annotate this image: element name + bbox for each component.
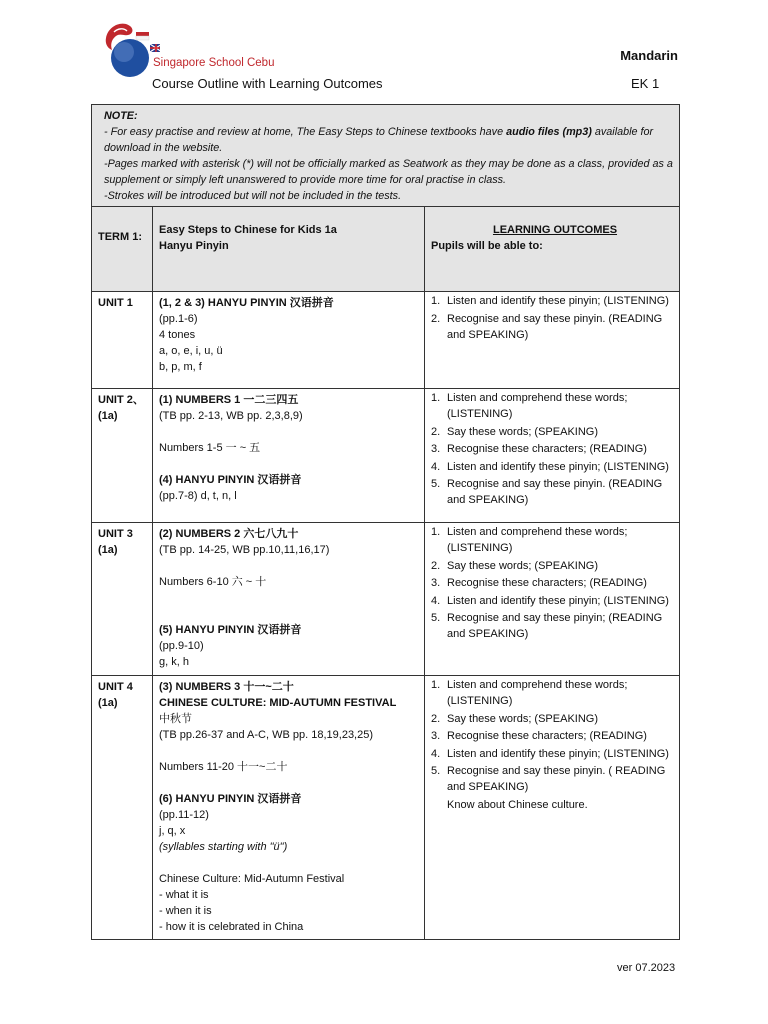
content-line: (6) HANYU PINYIN 汉语拼音	[159, 793, 302, 805]
unit-label: UNIT 1	[98, 297, 133, 309]
list-item	[431, 441, 675, 457]
list-number: 2.	[431, 425, 441, 438]
content-line: (pp.1-6)	[159, 313, 198, 325]
unit-content-cell	[153, 292, 425, 389]
list-number: 5.	[431, 478, 441, 490]
content-line	[159, 606, 424, 622]
table-row	[92, 389, 680, 523]
outcome-text: Recognise these characters; (READING)	[447, 443, 647, 455]
list-item	[431, 728, 675, 744]
list-number: 4.	[431, 747, 441, 760]
list-item	[431, 293, 675, 309]
list-number: 4.	[431, 594, 441, 607]
unit-content-cell	[153, 523, 425, 676]
content-line	[159, 558, 424, 574]
learning-outcomes-subtitle: Pupils will be able to:	[431, 240, 543, 252]
unit-label-cell	[92, 676, 153, 940]
term-label: TERM 1:	[92, 207, 153, 292]
content-line	[159, 743, 424, 759]
content-line: Numbers 11-20 十一~二十	[159, 761, 288, 773]
book-subtitle: Hanyu Pinyin	[159, 240, 229, 252]
unit-label-cell	[92, 292, 153, 389]
list-number: 2.	[431, 559, 441, 572]
content-line	[159, 855, 424, 871]
table-row	[92, 523, 680, 676]
outcome-text: Listen and comprehend these words; (LISTENING)	[447, 392, 628, 420]
content-line: (5) HANYU PINYIN 汉语拼音	[159, 624, 302, 636]
note-line-strokes: -Strokes will be introduced but will not be included in the tests.	[104, 190, 402, 202]
list-item	[431, 424, 675, 440]
unit-label: (1a)	[98, 544, 118, 556]
outcome-text: Say these words; (SPEAKING)	[447, 712, 598, 725]
book-title-cell	[153, 207, 425, 292]
book-title: Easy Steps to Chinese for Kids 1a	[159, 224, 337, 236]
content-line: - when it is	[159, 905, 212, 917]
outcome-text: Recognise these characters; (READING)	[447, 577, 647, 589]
outcomes-list	[431, 390, 675, 508]
note-box	[92, 105, 680, 207]
outcome-text: Say these words; (SPEAKING)	[447, 559, 598, 572]
content-line: j, q, x	[159, 825, 186, 837]
list-item	[431, 763, 675, 795]
list-item	[431, 524, 675, 556]
list-number: 4.	[431, 460, 441, 473]
table-row	[92, 676, 680, 940]
list-item	[431, 311, 675, 343]
unit-outcomes-cell	[425, 523, 680, 676]
unit-label: UNIT 2、	[98, 394, 144, 406]
content-line: (pp.9-10)	[159, 640, 204, 652]
unit-outcomes-cell	[425, 389, 680, 523]
note-line-asterisk: -Pages marked with asterisk (*) will not be officially marked as Seatwork as they may be done as a class, provided as a supplement or simply left unanswered to provide more time for oral practise in class.	[104, 158, 673, 186]
outcome-text: Recognise and say these pinyin. (READING and SPEAKING)	[447, 312, 663, 341]
learning-outcomes-title: LEARNING OUTCOMES	[492, 224, 618, 236]
list-number: 3.	[431, 443, 441, 455]
content-line: (syllables starting with "ü")	[159, 841, 288, 853]
content-line: (1, 2 & 3) HANYU PINYIN 汉语拼音	[159, 297, 334, 309]
outcome-text: Listen and comprehend these words; (LISTENING)	[447, 679, 628, 707]
outcome-text: Listen and identify these pinyin; (LISTENING)	[447, 295, 669, 307]
list-item	[431, 476, 675, 508]
list-number: 2.	[431, 312, 441, 325]
content-line: Numbers 6-10 六 ~ 十	[159, 576, 267, 588]
unit-outcomes-cell	[425, 292, 680, 389]
content-line: b, p, m, f	[159, 361, 202, 373]
list-number: 1.	[431, 679, 441, 691]
unit-content-cell	[153, 676, 425, 940]
version-label: ver 07.2023	[617, 962, 676, 974]
outcome-text: Listen and identify these pinyin; (LISTENING)	[447, 594, 669, 607]
outcome-text: Listen and identify these pinyin; (LISTENING)	[447, 747, 669, 760]
list-item	[431, 677, 675, 709]
note-line-audio: - For easy practise and review at home, The Easy Steps to Chinese textbooks have audio files (mp3) available for download in the website.	[104, 126, 654, 154]
content-line: g, k, h	[159, 656, 189, 668]
outcome-text: Say these words; (SPEAKING)	[447, 425, 598, 438]
outcomes-list	[431, 293, 675, 343]
outcome-text: Recognise and say these pinyin. (READING and SPEAKING)	[447, 478, 663, 506]
outcomes-list	[431, 677, 675, 795]
content-line: (TB pp. 14-25, WB pp.10,11,16,17)	[159, 544, 330, 556]
list-item	[431, 610, 675, 642]
list-item	[431, 459, 675, 475]
learning-outcomes-header	[425, 207, 680, 292]
level-label: EK 1	[631, 76, 660, 91]
list-item	[431, 390, 675, 422]
list-number: 1.	[431, 295, 441, 307]
content-line	[159, 590, 424, 606]
unit-label-cell	[92, 523, 153, 676]
content-line: CHINESE CULTURE: MID-AUTUMN FESTIVAL	[159, 697, 397, 709]
note-title: NOTE:	[104, 110, 138, 122]
unit-label: UNIT 3	[98, 528, 133, 540]
content-line: Chinese Culture: Mid-Autumn Festival	[159, 873, 345, 885]
content-line: (pp.7-8) d, t, n, l	[159, 490, 237, 502]
list-item	[431, 593, 675, 609]
list-number: 3.	[431, 730, 441, 742]
outcome-text: Listen and identify these pinyin; (LISTENING)	[447, 460, 669, 473]
content-line: Numbers 1-5 一 ~ 五	[159, 442, 261, 454]
content-line: a, o, e, i, u, ü	[159, 345, 223, 357]
list-item	[431, 575, 675, 591]
list-number: 1.	[431, 392, 441, 404]
list-item	[431, 711, 675, 727]
list-number: 5.	[431, 612, 441, 624]
content-line: 中秋节	[159, 713, 192, 725]
unit-label: (1a)	[98, 410, 118, 422]
list-item	[431, 746, 675, 762]
table-row	[92, 292, 680, 389]
subject-label: Mandarin	[620, 48, 678, 63]
unit-label: UNIT 4	[98, 681, 133, 693]
unit-content-cell	[153, 389, 425, 523]
unit-label-cell	[92, 389, 153, 523]
content-line: 4 tones	[159, 329, 196, 341]
content-line: - what it is	[159, 889, 209, 901]
content-line	[159, 424, 424, 440]
outcome-text: Recognise and say these pinyin; (READING and SPEAKING)	[447, 612, 663, 640]
content-line: (pp.11-12)	[159, 809, 209, 821]
unit-label: (1a)	[98, 697, 118, 709]
course-outline-table	[91, 104, 680, 940]
outcomes-list	[431, 524, 675, 642]
outcome-text: Recognise these characters; (READING)	[447, 730, 647, 742]
course-title: Course Outline with Learning Outcomes	[152, 76, 383, 91]
content-line	[159, 456, 424, 472]
content-line: (TB pp. 2-13, WB pp. 2,3,8,9)	[159, 410, 303, 422]
content-line: (TB pp.26-37 and A-C, WB pp. 18,19,23,25)	[159, 729, 374, 741]
unit-outcomes-cell	[425, 676, 680, 940]
outcome-extra: Know about Chinese culture.	[447, 798, 588, 811]
content-line: - how it is celebrated in China	[159, 921, 304, 933]
content-line: (2) NUMBERS 2 六七八九十	[159, 528, 299, 540]
list-number: 3.	[431, 577, 441, 589]
list-number: 2.	[431, 712, 441, 725]
outcome-text: Listen and comprehend these words; (LISTENING)	[447, 526, 628, 554]
content-line: (3) NUMBERS 3 十一~二十	[159, 681, 294, 693]
school-logo	[100, 20, 160, 80]
list-item	[431, 558, 675, 574]
school-name: Singapore School Cebu	[153, 57, 275, 69]
list-number: 5.	[431, 765, 441, 777]
list-number: 1.	[431, 526, 441, 538]
content-line: (4) HANYU PINYIN 汉语拼音	[159, 474, 302, 486]
content-line	[159, 775, 424, 791]
outcome-text: Recognise and say these pinyin. ( READING and SPEAKING)	[447, 765, 666, 793]
content-line: (1) NUMBERS 1 一二三四五	[159, 394, 299, 406]
